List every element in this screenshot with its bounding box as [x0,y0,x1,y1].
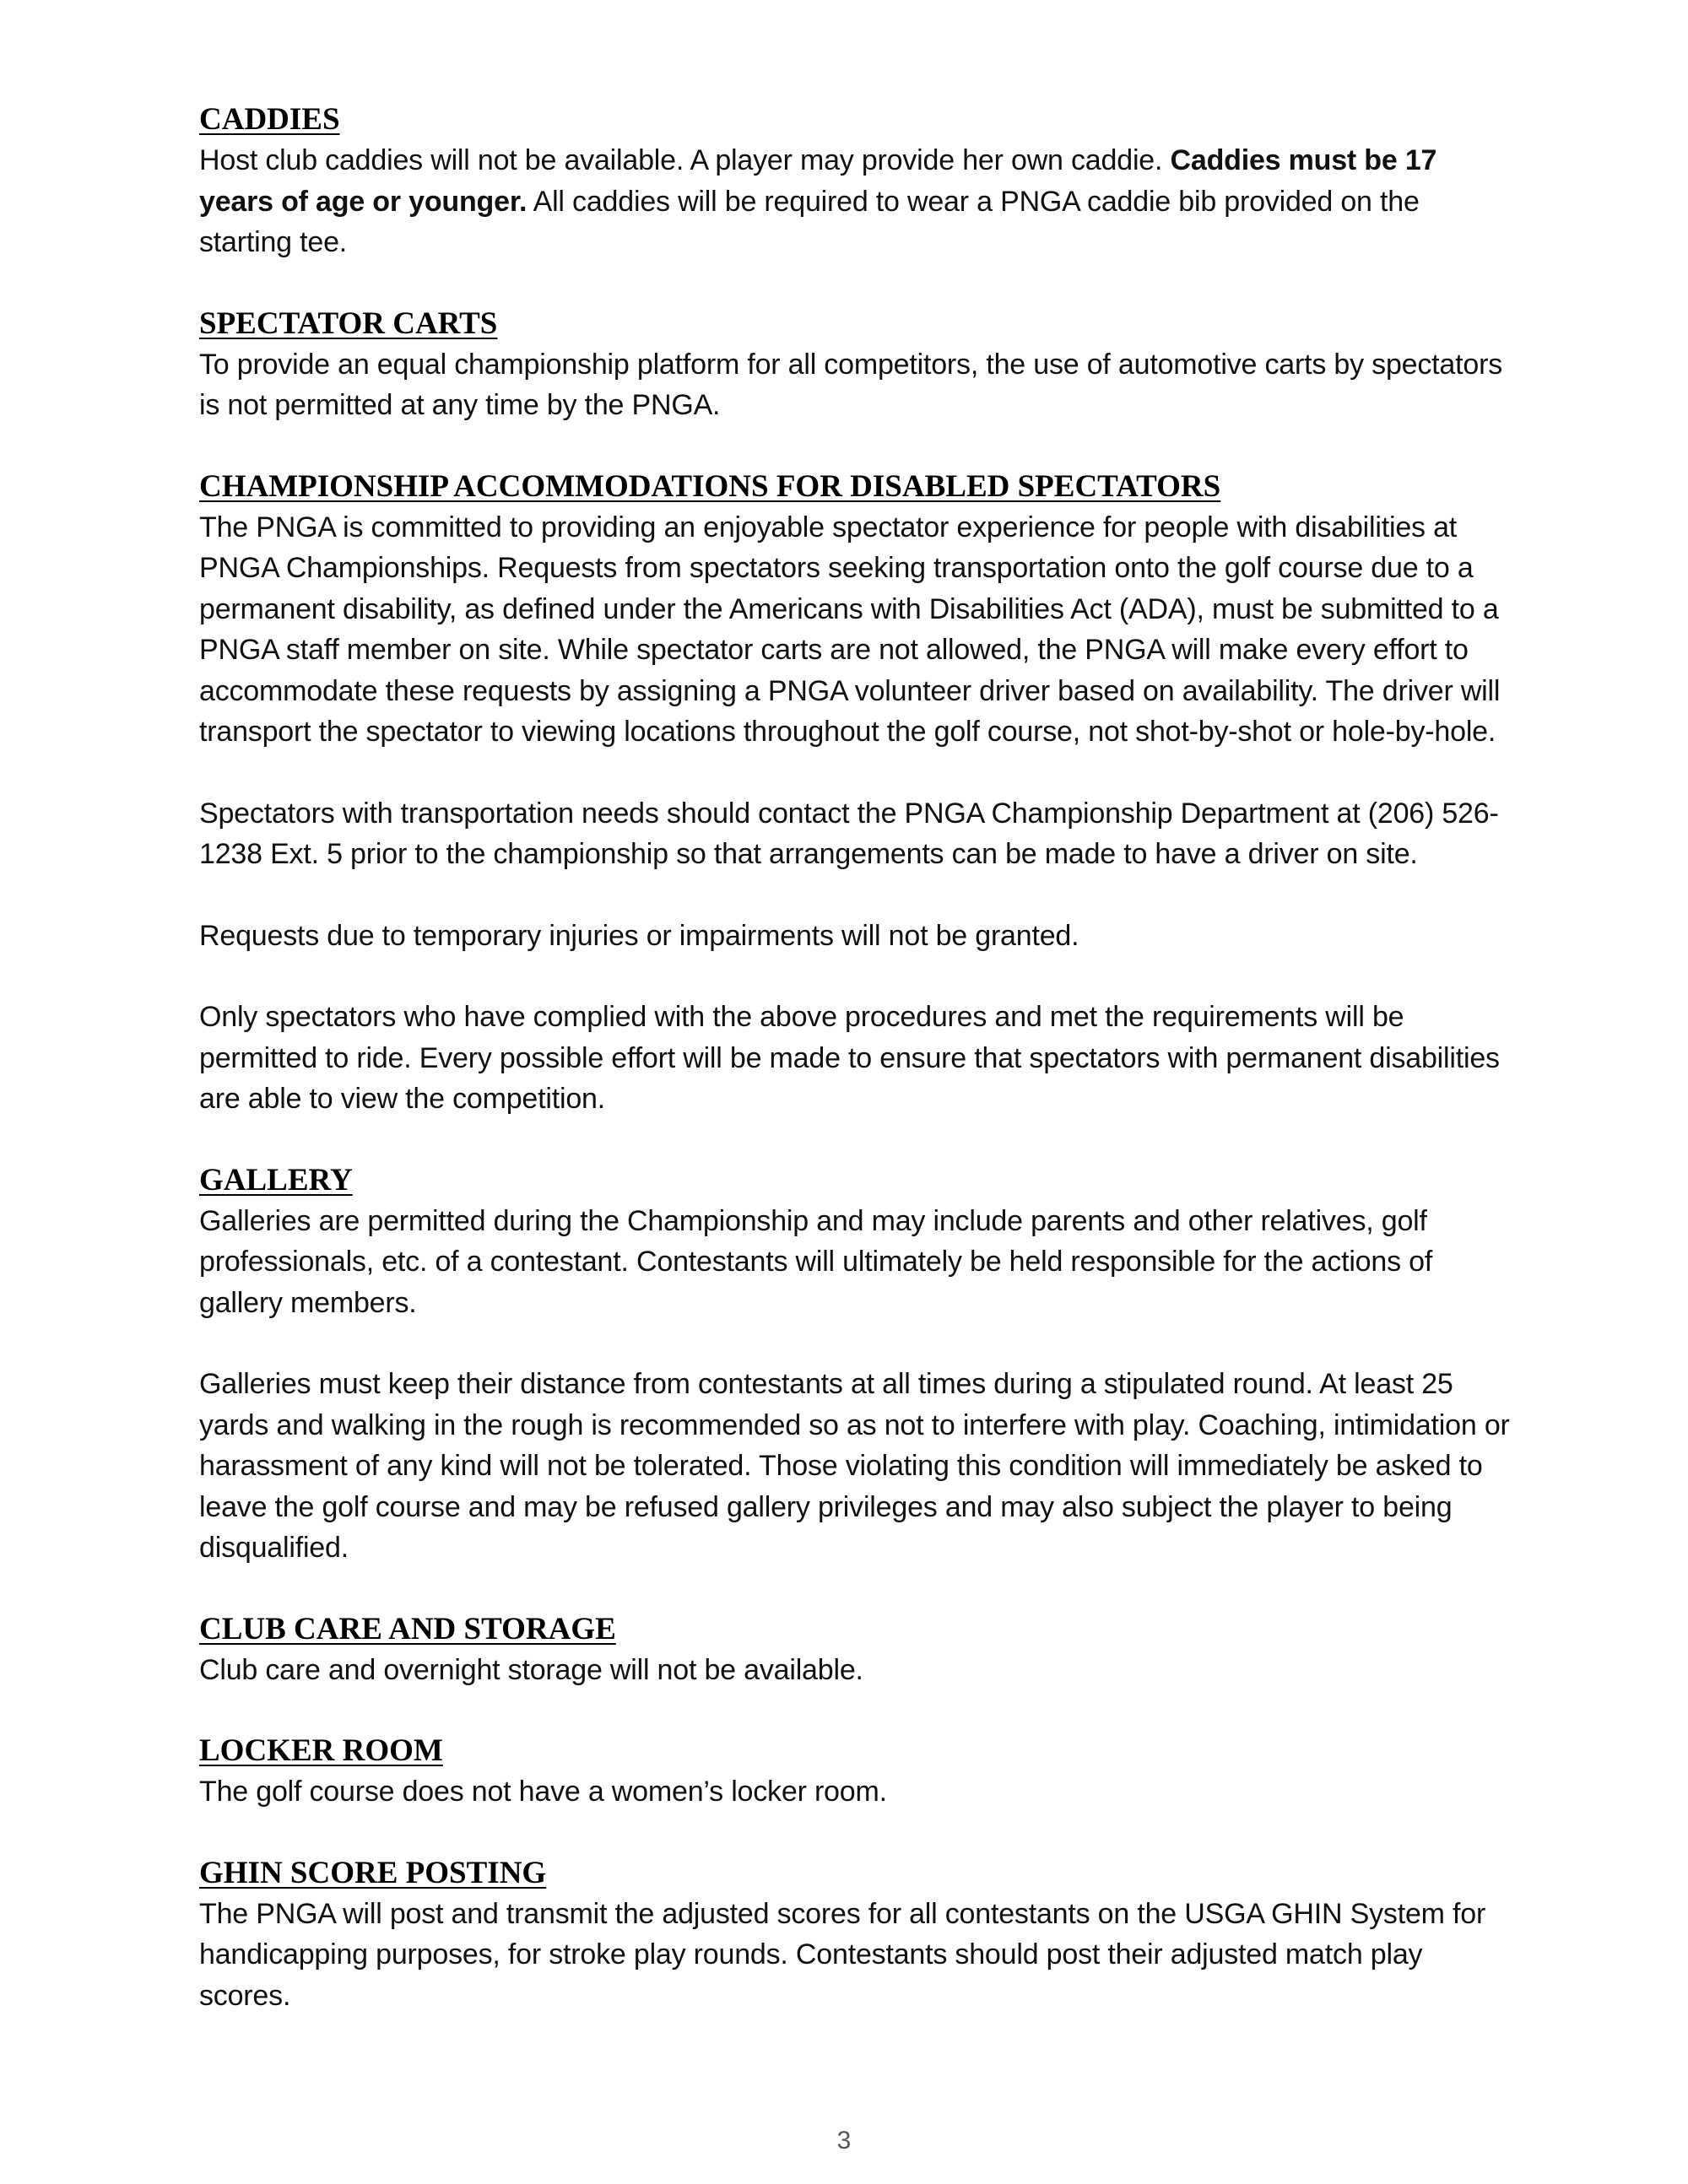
spacer [199,1323,1516,1364]
spectator-carts-paragraph: To provide an equal championship platform for all competitors, the use of automotive carts by spectators is not permitted at any time by the PNGA. [199,348,1502,421]
spacer [199,1120,1516,1160]
document-body [199,100,1516,2016]
section-gallery [199,1160,1516,1569]
spacer [199,1690,1516,1731]
section-ghin [199,1853,1516,2017]
section-club-care [199,1609,1516,1691]
ghin-paragraph: The PNGA will post and transmit the adjusted scores for all contestants on the USGA GHIN System for handicapping purposes, for stroke play rounds. Contestants should post their adjusted match play scores. [199,1897,1486,2012]
accommodations-paragraph-3: Requests due to temporary injuries or impairments will not be granted. [199,919,1079,952]
spacer [199,875,1516,916]
section-heading-club-care: CLUB CARE AND STORAGE [199,1611,616,1646]
spacer [199,956,1516,997]
accommodations-paragraph-1: The PNGA is committed to providing an enjoyable spectator experience for people with disabilities at PNGA Championships. Requests from spectators seeking transportation onto the golf course due to a permanent disability, as defined under the Americans with Disabilities Act (ADA), must be submitted to a PNGA staff member on site. While spectator carts are not allowed, the PNGA will make every effort to accommodate these requests by assigning a PNGA volunteer driver based on availability. The driver will transport the spectator to viewing locations throughout the golf course, not shot-by-shot or hole-by-hole. [199,511,1501,748]
spacer [199,426,1516,467]
gallery-paragraph-1: Galleries are permitted during the Championship and may include parents and other relatives, golf professionals, etc. of a contestant. Contestants will ultimately be held responsible for the actions of gallery members. [199,1204,1433,1319]
section-heading-gallery: GALLERY [199,1162,353,1197]
section-heading-locker-room: LOCKER ROOM [199,1733,443,1768]
club-care-paragraph: Club care and overnight storage will not be available. [199,1653,863,1686]
spacer [199,1569,1516,1609]
section-heading-ghin: GHIN SCORE POSTING [199,1855,547,1890]
spacer [199,753,1516,793]
accommodations-paragraph-2: Spectators with transportation needs should contact the PNGA Championship Department at (206) 526-1238 Ext. 5 prior to the championship so that arrangements can be made to have a driver on site. [199,797,1499,870]
caddies-text-2: All caddies will be required to wear a PNGA caddie bib provided on the starting tee. [199,185,1420,258]
spacer [199,1813,1516,1853]
gallery-paragraph-2: Galleries must keep their distance from contestants at all times during a stipulated round. At least 25 yards and walking in the rough is recommended so as not to interfere with play. Coaching, intimidation or harassment of any kind will not be tolerated. Those violating this condition will immediately be asked to leave the golf course and may be refused gallery privileges and may also subject the player to being disqualified. [199,1368,1510,1564]
page-number: 3 [836,2127,852,2154]
section-spectator-carts [199,304,1516,426]
section-heading-spectator-carts: SPECTATOR CARTS [199,305,498,341]
accommodations-paragraph-4: Only spectators who have complied with the above procedures and met the requirements will be permitted to ride. Every possible effort will be made to ensure that spectators with permanent disabilities are able to view the competition. [199,1001,1500,1115]
section-accommodations [199,467,1516,1120]
caddies-paragraph [199,140,1516,263]
section-heading-caddies: CADDIES [199,102,340,137]
section-locker-room [199,1731,1516,1813]
locker-room-paragraph: The golf course does not have a women’s locker room. [199,1776,887,1808]
section-heading-accommodations: CHAMPIONSHIP ACCOMMODATIONS FOR DISABLED SPECTATORS [199,468,1221,504]
caddies-text-1: Host club caddies will not be available. A player may provide her own caddie. [199,144,1171,176]
spacer [199,263,1516,304]
caddies-age-requirement: Caddies must be 17 years of age or younger. [199,144,1437,218]
section-caddies [199,100,1516,263]
